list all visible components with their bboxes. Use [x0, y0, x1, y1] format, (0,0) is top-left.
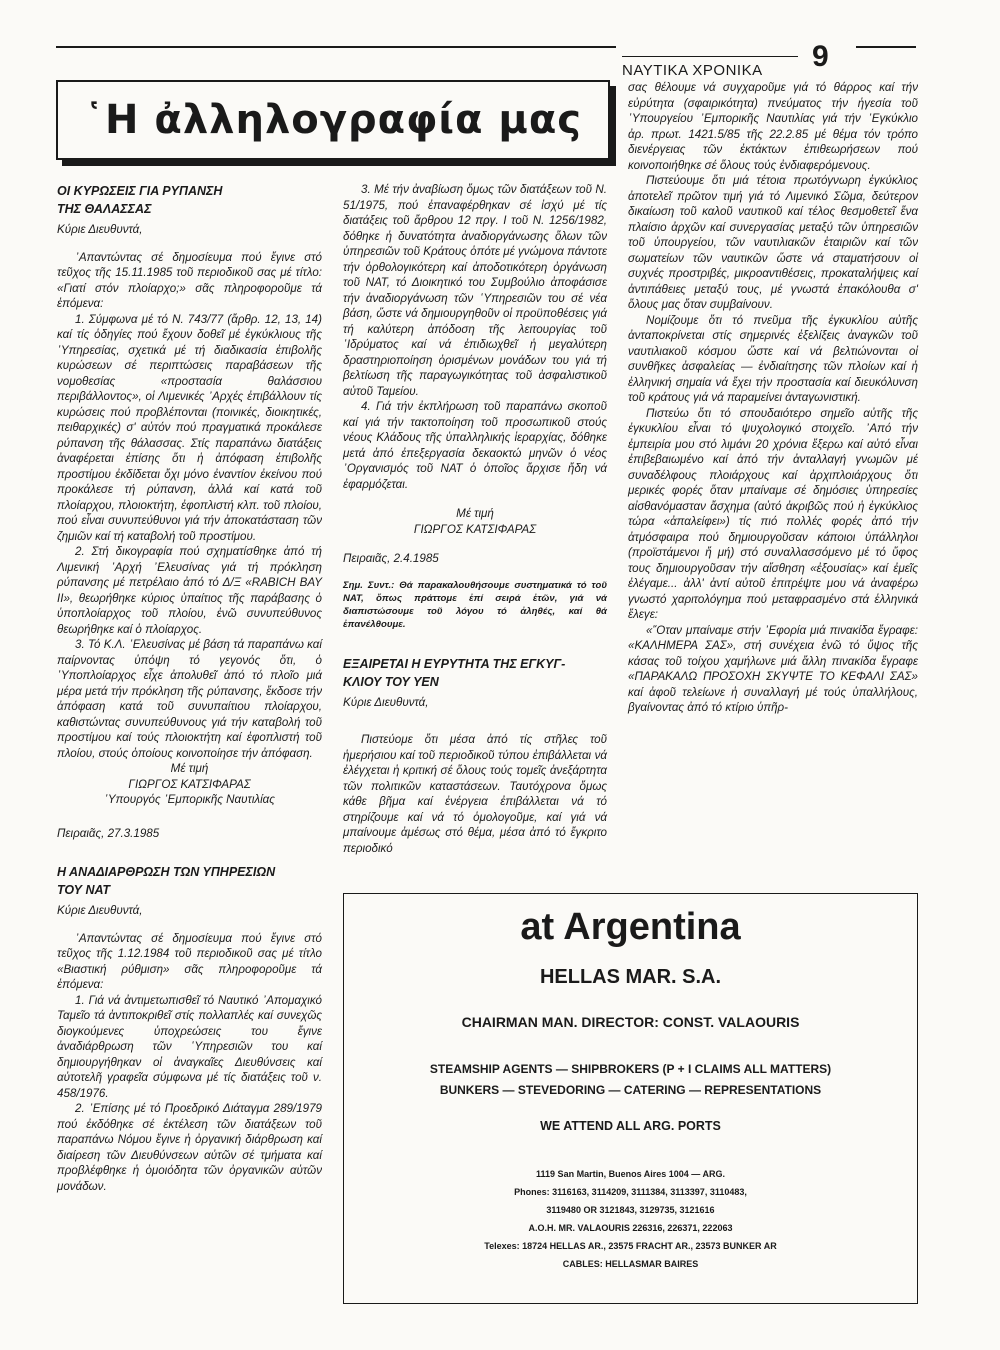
letter2-paragraph: 3. Μέ τήν ἀναβίωση ὅμως τῶν διατάξεων τοῦ Ν. 51/1975, πού ἐπαναφέρθηκαν σέ ἰσχύ μέ τίς διατάξεις τοῦ ἄρθρου 12 πργ. I τοῦ Ν. 1256/1982, δόθηκε ἡ δυνατότητα ἀναδιοργάνωσης ὅλων τῶν ὑπηρεσιῶν τοῦ Κράτους ὁπότε μέ γνώμονα πάντοτε τήν ὀρθολογικότερη καί ἀποδοτικότερη ὀργάνωση τοῦ ΝΑΤ, τό Διοικητικό του Συμβούλιο ἀποφάσισε τήν ἀναδιοργάνωση τῶν ῾Υπηρεσιῶν του σέ νέα βάση, ὥστε νά δημιουργηθοῦν οἱ προϋποθέσεις γιά τή καλύτερη ἀπόδοση τῆς λειτουργίας τοῦ ῾Ιδρύματος καί νά ἐπιδιωχθεῖ ἡ μεγαλύτερη δραστηριοποίηση ὁρισμένων μονάδων του γιά τή βελτίωση τῆς παραγωγικότητας τοῦ ἀσφαλιστικοῦ αὐτοῦ Ταμείου. — [343, 183, 607, 398]
letter1-title: ΟΙ ΚΥΡΩΣΕΙΣ ΓΙΑ ΡΥΠΑΝΣΗ ΤΗΣ ΘΑΛΑΣΣΑΣ — [57, 184, 223, 216]
ad-telexes: Telexes: 18724 HELLAS AR., 23575 FRACHT AR., 23573 BUNKER AR — [484, 1241, 777, 1251]
ad-chairman: CHAIRMAN MAN. DIRECTOR: CONST. VALAOURIS — [461, 1014, 800, 1030]
publication-name: ΝΑΥΤΙΚΑ ΧΡΟΝΙΚΑ — [622, 62, 763, 79]
ad-phones: 3119480 OR 3121843, 3129735, 3121616 — [546, 1205, 715, 1215]
letter1-signer: ΓΙΩΡΓΟΣ ΚΑΤΣΙΦΑΡΑΣ — [128, 777, 251, 791]
letter3-paragraph: Πιστεύουμε ὅτι μιά τέτοια πρωτόγνωρη ἐγκύκλιος ἀποτελεῖ πρῶτον τιμή γιά τό Λιμενικό Σῶμα, δεύτερον δικαίωση τοῦ καλοῦ ναυτικοῦ καί τέλος θεσμοθετεῖ ἕνα πλαίσιο ἀρχῶν καί συνεργασίας μεταξύ τῶν ὑπηρεσιῶν τοῦ ὑπουργείου, τῶν ναυτιλιακῶν ἑταιριῶν καί τῶν σωματείων τῶν ναυτικῶν ὥστε νά σταματήσουν οἱ συχνές προστριβές, μικροαντιθέσεις, προκαταλήψεις καί ἀντιπάθειες μεταξύ τους, μέ γνωστά ἐπακόλουθα σ' ὅλους μας ὅταν συμβαίνουν. — [628, 174, 918, 311]
letter3-paragraph: Νομίζουμε ὅτι τό πνεῦμα τῆς ἐγκυκλίου αὐτῆς ἀνταποκρίνεται στίς σημερινές ἐξελίξεις ἀναγκῶν τοῦ ναυτιλιακοῦ κόσμου ὥστε καί νά βελτιώνονται οἱ συνθῆκες ἀσφαλείας — ἐνδιαίτησης τῶν πλοίων καί ἡ ἑλληνική σημαία νά ἔχει τήν προστασία καί διευκόλυνση τοῦ κράτους γιά νά παραμείνει ἀνταγωνιστική. — [628, 313, 918, 404]
letter2-paragraph: 2. ᾿Επίσης μέ τό Προεδρικό Διάταγμα 289/1979 πού ἐκδόθηκε σέ ἐκτέλεση τῶν διατάξεων τοῦ παραπάνω Νόμου ἔγινε ἡ ὀργανική διάρθρωση καί διαίρεση τῶν Διευθύνσεων αὐτῶν σέ τμήματα καί προβλέφθηκε ἡ ὁμοιόδητα τῶν ὀργανικῶν αὐτῶν μονάδων. — [57, 1102, 322, 1193]
letter2-closing: Μέ τιμή — [456, 507, 494, 520]
letter2-date: Πειραιᾶς, 2.4.1985 — [343, 552, 439, 565]
letter1-paragraph: 3. Τό Κ.Λ. ᾿Ελευσίνας μέ βάση τά παραπάνω καί παίρνοντας ὑπόψη τό γεγονός ὅτι, ὁ ῾Υποπλοίαρχος εἶχε ἀπολυθεῖ ἀπό τό πλοῖο μιά μέρα μετά τήν πρόκληση τῆς ρύπανσης, ἔκδοσε τήν ἀπόφαση κατά τοῦ συνυπαίτιου πλοίαρχου, καθιστώντας συνυπεύθυνους γιά τήν καταβολή τοῦ προστίμου καί τούς πλοιοκτήτη καί ἐφοπλιστή τοῦ πλοίου, στούς ὁποίους κοινοποίησε τήν ἀπόφαση. — [57, 638, 322, 760]
letter3-paragraph: σας θέλουμε νά συγχαροῦμε γιά τό θάρρος καί τήν εὐρύτητα (σφαιρικότητα) πνεύματος τήν ἡγεσία τοῦ ῾Υπουργείου ᾿Εμπορικῆς Ναυτιλίας γιά τήν ᾿Εγκύκλιο ἀρ. πρωτ. 1421.5/85 τῆς 22.2.85 μέ θέμα τόν τρόπο διενέργειας τῶν ἐκτάκτων ἐπιθεωρήσεων πού κοινοποιήθηκε σέ ὅλους τούς ἐνδιαφερόμενους. — [628, 81, 918, 172]
letter1-signer-role: ῾Υπουργός ᾿Εμπορικῆς Ναυτιλίας — [104, 793, 275, 806]
letter3-paragraph: Πιστεύομε ὅτι μέσα ἀπό τίς στῆλες τοῦ ἡμερήσιου καί τοῦ περιοδικοῦ τύπου ἐπιβάλλεται νά ἐλέγχεται ἡ κριτική σέ ὅλους τούς τομεῖς ἀνεξάρτητα τῶν πολιτικῶν καταστάσεων. Ταυτόχρονα ὅμως κάθε βῆμα καί ἐνέργεια ἐπιβάλλεται νά τό στηρίζουμε καί νά τό ὁμολογοῦμε, καί γιά νά μπαίνουμε ἀμέσως στό θέμα, μέσα ἀπό τό ἔγκριτο περιοδικό — [343, 733, 607, 855]
column-middle — [343, 182, 607, 856]
letter3-title: ΕΞΑΙΡΕΤΑΙ Η ΕΥΡΥΤΗΤΑ ΤΗΣ ΕΓΚΥΓ- ΚΛΙΟΥ ΤΟΥ ΥΕΝ — [343, 656, 566, 689]
section-title: ῾Η ἀλληλογραφία μας — [83, 97, 583, 143]
letter1-closing: Μέ τιμή — [170, 762, 209, 775]
section-title-box — [56, 80, 610, 160]
letter2-title: Η ΑΝΑΔΙΑΡΘΡΩΣΗ ΤΩΝ ΥΠΗΡΕΣΙΩΝ ΤΟΥ ΝΑΤ — [57, 865, 276, 897]
letter3-paragraph: Πιστεύω ὅτι τό σπουδαιότερο σημεῖο αὐτῆς τῆς ἐγκυκλίου εἶναι τό ψυχολογικό στοιχεῖο. ᾿Από τήν ἐμπειρία μου στό λιμάνι 20 χρόνια ἔξερω καί αὐτό εἶναι ἐπιβεβαιωμένο καί ἀπό τήν ἀνταλλαγή γνωμῶν μέ συναδέλφους πλοιάρχους καί ἀρχιπλοιάρχους ὅτι μερικές φορές ὅταν μπαίναμε σέ δημόσιες ὑπηρεσίες αἰσθανόμασταν ἄσχημα (αὐτό ἀκριβῶς πού ἡ ἐγκύκλιος τώρα «ἀπαλείφει») τίς πιό πολλές φορές ἀπό τήν ἀτμόσφαιρα πού δημιουργοῦσαν κάποιοι ὑπάλληλοι (προϊστάμενοι ἤ μή) στό συναλλασσόμενο μέ τό ὕφος τους δημιουργοῦσαν τήν αἴσθηση «ἐξουσίας» καί ἐμεῖς ἐλέγαμε... ἀλλ' ἀντί αὐτοῦ ἐπιτρέψτε μου νά ἀναφέρω γνωστό χαριτολόγημα πού μεταφρασμένο στά ἑλληνικά ἔλεγε: — [628, 406, 918, 621]
ad-phones: Phones: 3116163, 3114209, 3111384, 3113397, 3110483, — [514, 1187, 747, 1197]
header-rule-mid — [622, 56, 798, 57]
header-rule-right — [856, 46, 916, 48]
ad-address: 1119 San Martin, Buenos Aires 1004 — ARG. — [536, 1169, 725, 1179]
ad-company: HELLAS MAR. S.A. — [539, 966, 722, 988]
page-number: 9 — [812, 40, 829, 73]
letter3-salutation: Κύριε Διευθυντά, — [343, 695, 429, 709]
letter1-salutation: Κύριε Διευθυντά, — [57, 223, 143, 236]
letter1-date: Πειραιᾶς, 27.3.1985 — [57, 826, 160, 840]
letter1-paragraph: ᾿Απαντώντας σέ δημοσίευμα πού ἔγινε στό τεῦχος τῆς 15.11.1985 τοῦ περιοδικοῦ σας μέ τίτλο: «Γιατί στόν πλοίαρχο;» σᾶς πληροφοροῦμε τά ἑπόμενα: — [57, 250, 322, 310]
letter2-paragraph: 4. Γιά τήν ἐκπλήρωση τοῦ παραπάνω σκοποῦ καί γιά τήν τακτοποίηση τοῦ προσωπικοῦ στούς νέους Κλάδους τῆς ὑπαλληλικής ἱεραρχίας, δόθηκε μετά ἀπό ἐπεξεργασία δεκαοκτώ μηνῶν ὁ νέος ᾿Οργανισμός τοῦ ΝΑΤ ὁ ὁποῖος ἄρχισε ἤδη νά ἐφαρμόζεται. — [343, 400, 607, 491]
ad-headline: at Argentina — [520, 906, 741, 948]
letter2-paragraph: 1. Γιά νά ἀντιμετωπισθεῖ τό Ναυτικό ᾿Απομαχικό Ταμεῖο τά ἀντιποκριθεῖ στίς πολλαπλές καί συνεχῶς διογκούμενες ὑποχρεώσεις του ἔγινε ἀναδιάρθρωση τῶν ῾Υπηρεσιῶν του καί δημιουργήθηκαν οἱ ἀναγκαῖες Διευθύνσεις καί αὐτοτελῆ γραφεῖα σύμφωνα μέ τίς διατάξεις τοῦ ν. 458/1976. — [57, 993, 322, 1100]
ad-cables: CABLES: HELLASMAR BAIRES — [562, 1259, 699, 1269]
advertisement-box — [343, 893, 918, 1304]
letter3-paragraph: «῞Οταν μπαίναμε στήν ᾿Εφορία μιά πινακίδα ἔγραφε: «ΚΑΛΗΜΕΡΑ ΣΑΣ», στή συνέχεια ἐνῶ τό ὕψος τῆς κάσας τοῦ τοίχου χαμήλωνε μιά ἄλλη πινακίδα ἔγραφε «ΠΑΡΑΚΑΛΩ ΠΡΟΣΟΧΗ ΣΚΥΨΤΕ ΤΟ ΚΕΦΑΛΙ ΣΑΣ» καί ἀφοῦ τελείωνε ἡ συναλλαγή μέ τούς ὑπαλλήλους, βγαίνοντας ἀπό τό κτίριο ὑπῆρ- — [628, 623, 918, 714]
letter1-paragraph: 1. Σύμφωνα μέ τό Ν. 743/77 (ἄρθρ. 12, 13, 14) καί τίς ὁδηγίες πού ἔχουν δοθεῖ μέ ἐγκύκλιους τῆς ῾Υπηρεσίας, σχετικά μέ τή διαδικασία ἐπιβολῆς κυρώσεων σέ περιπτώσεις παραβάσεων τῆς νομοθεσίας «προστασία θαλάσσιου περιβάλλοντος», οἱ Λιμενικές ᾿Αρχές ἐπιβάλλουν τίς κυρώσεις πού προβλέπονται (ποινικές, διοικητικές, πειθαρχικές) σ' αὐτόν πού πραγματικά προκάλεσε ρύπανση τῆς θάλασσας. Στίς παραπάνω διατάξεις ἀναφέρεται ἐπίσης ὅτι ἡ ἀπόφαση ἐπιβολῆς προστίμου ἐκδίδεται ὄχι μόνο ἐναντίον ἐκείνου πού προκάλεσε τή ρύπανση, ἀλλά καί κατά τοῦ πλοίαρχου, πλοιοκτήτη, ἐφοπλιστή κλπ. τοῦ πλοίου, πού εἶναι συνυπεύθυνοι γιά τήν ἀποκατάσταση τῶν ζημιῶν καί τή καταβολή τοῦ προστίμου. — [57, 312, 322, 543]
ad-aoh: A.O.H. MR. VALAOURIS 226316, 226371, 222063 — [528, 1223, 733, 1233]
letter1-paragraph: 2. Στή δικογραφία πού σχηματίσθηκε ἀπό τή Λιμενική ᾿Αρχή ᾿Ελευσίνας γιά τή πρόκληση ρύπανσης μέ πετρέλαιο ἀπό τό Δ/Ξ «RABICH BAY II», θεωρήθηκε κύριος ὑπαίτιος τῆς παράβασης ὁ ὑποπλοίαρχος τοῦ πλοίου, ἐνῶ συνυπεύθυνος θεωρήθηκε καί ὁ πλοίαρχος. — [57, 545, 322, 636]
ad-services-line: BUNKERS — STEVEDORING — CATERING — REPRESENTATIONS — [439, 1083, 822, 1097]
letter2-paragraph: ᾿Απαντώντας σέ δημοσίευμα πού ἔγινε στό τεῦχος τῆς 1.12.1984 τοῦ περιοδικοῦ σας μέ τίτλο «Βιαστική ρύθμιση» σᾶς πληροφοροῦμε τά ἑπόμενα: — [57, 931, 322, 991]
ad-services-line: STEAMSHIP AGENTS — SHIPBROKERS (P + I CLAIMS ALL MATTERS) — [429, 1062, 832, 1076]
editor-note: Σημ. Συντ.: Θά παρακαλουθήσουμε συστηματικά τό τοῦ ΝΑΤ, ὅπως πράττομε ἐπί σειρά ἐτῶν, γιά νά διαπιστώσουμε τοῦ λόγου τό ἀληθές, καί θά ἐπανέλθουμε. — [343, 579, 607, 630]
letter2-signer: ΓΙΩΡΓΟΣ ΚΑΤΣΙΦΑΡΑΣ — [413, 522, 537, 536]
ad-ports: WE ATTEND ALL ARG. PORTS — [540, 1119, 721, 1133]
column-left — [57, 182, 322, 1194]
letter2-salutation: Κύριε Διευθυντά, — [57, 904, 143, 917]
header-rule-left — [56, 46, 616, 48]
column-right — [628, 80, 918, 716]
